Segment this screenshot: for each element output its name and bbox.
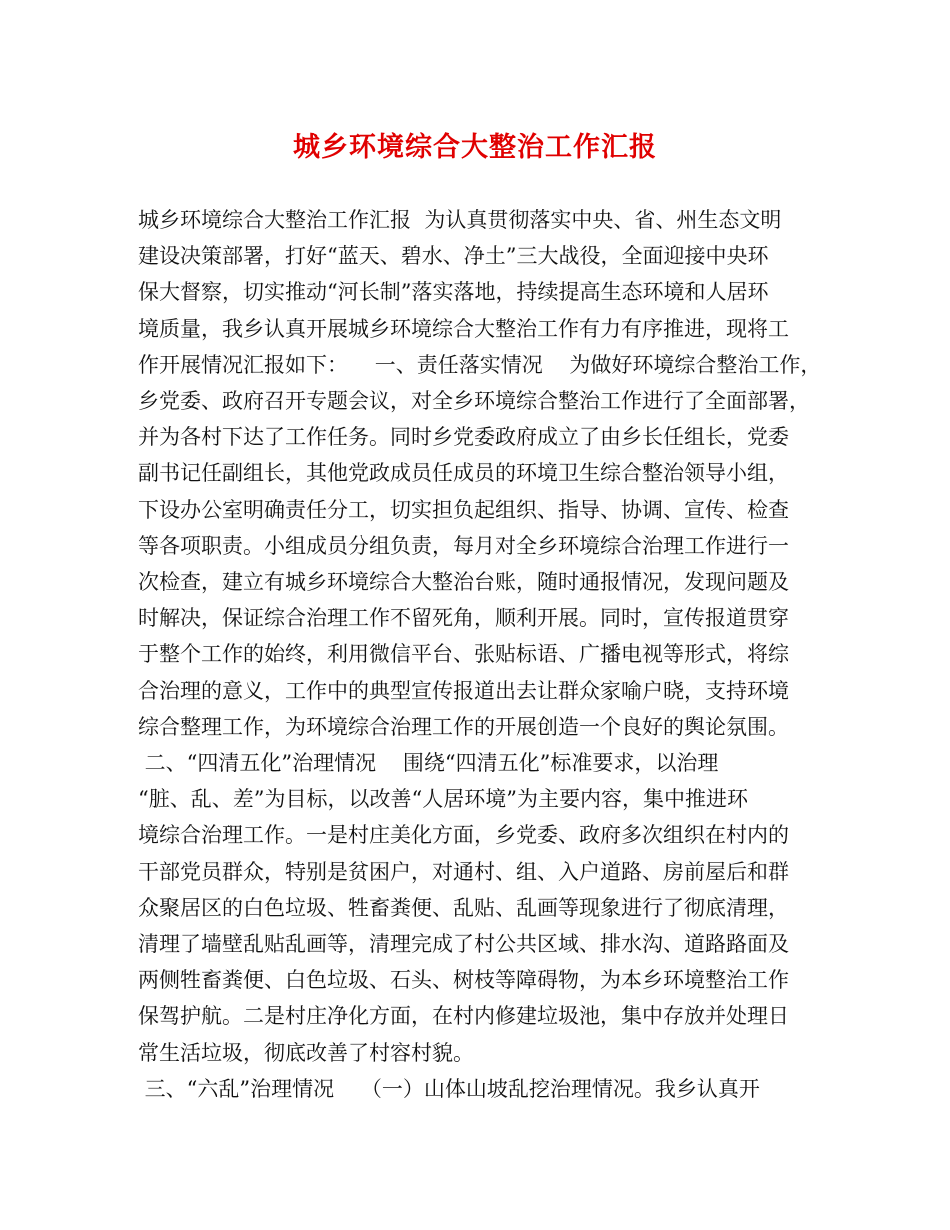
body-line: 常生活垃圾，彻底改善了村容村貌。 — [138, 1040, 474, 1065]
body-line: 两侧牲畜粪便、白色垃圾、石头、树枝等障碍物，为本乡环境整治工作 — [138, 968, 789, 993]
body-line: 并为各村下达了工作任务。同时乡党委政府成立了由乡长任组长，党委 — [138, 425, 789, 450]
body-line: 等各项职责。小组成员分组负责，每月对全乡环境综合治理工作进行一 — [138, 533, 789, 558]
body-line: 城乡环境综合大整治工作汇报 为认真贯彻落实中央、省、州生态文明 — [138, 208, 782, 232]
body-line: 乡党委、政府召开专题会议，对全乡环境综合整治工作进行了全面部署， — [138, 389, 810, 414]
body-line: 保大督察，切实推动“河长制”落实落地，持续提高生态环境和人居环 — [138, 280, 769, 305]
body-line: 于整个工作的始终，利用微信平台、张贴标语、广播电视等形式，将综 — [138, 642, 789, 667]
body-line: 建设决策部署，打好“蓝天、碧水、净土”三大战役，全面迎接中央环 — [138, 244, 769, 269]
body-line: 清理了墙壁乱贴乱画等，清理完成了村公共区域、排水沟、道路路面及 — [138, 932, 789, 957]
body-line: 众聚居区的白色垃圾、牲畜粪便、乱贴、乱画等现象进行了彻底清理， — [138, 895, 789, 920]
body-line: 三、“六乱”治理情况 （一）山体山坡乱挖治理情况。我乡认真开 — [138, 1076, 760, 1101]
body-line: 下设办公室明确责任分工，切实担负起组织、指导、协调、宣传、检查 — [138, 497, 789, 522]
body-line: 保驾护航。二是村庄净化方面，在村内修建垃圾池，集中存放并处理日 — [138, 1004, 789, 1029]
body-line: “脏、乱、差”为目标，以改善“人居环境”为主要内容，集中推进环 — [138, 787, 748, 812]
body-line: 境质量，我乡认真开展城乡环境综合大整治工作有力有序推进，现将工 — [138, 316, 789, 341]
body-line: 综合整理工作，为环境综合治理工作的开展创造一个良好的舆论氛围。 — [138, 714, 789, 739]
body-line: 时解决，保证综合治理工作不留死角，顺利开展。同时，宣传报道贯穿 — [138, 606, 789, 631]
body-line: 合治理的意义，工作中的典型宣传报道出去让群众家喻户晓，支持环境 — [138, 678, 789, 703]
body-line: 干部党员群众，特别是贫困户，对通村、组、入户道路、房前屋后和群 — [138, 859, 789, 884]
document-title: 城乡环境综合大整治工作汇报 — [293, 132, 657, 163]
body-line: 境综合治理工作。一是村庄美化方面，乡党委、政府多次组织在村内的 — [138, 823, 789, 848]
document-body — [138, 202, 822, 1107]
body-line: 二、“四清五化”治理情况 围绕“四清五化”标准要求，以治理 — [138, 751, 719, 776]
body-line: 副书记任副组长，其他党政成员任成员的环境卫生综合整治领导小组， — [138, 461, 789, 486]
body-line: 作开展情况汇报如下： 一、责任落实情况 为做好环境综合整治工作， — [138, 352, 822, 377]
body-line: 次检查，建立有城乡环境综合大整治台账，随时通报情况，发现问题及 — [138, 570, 789, 595]
